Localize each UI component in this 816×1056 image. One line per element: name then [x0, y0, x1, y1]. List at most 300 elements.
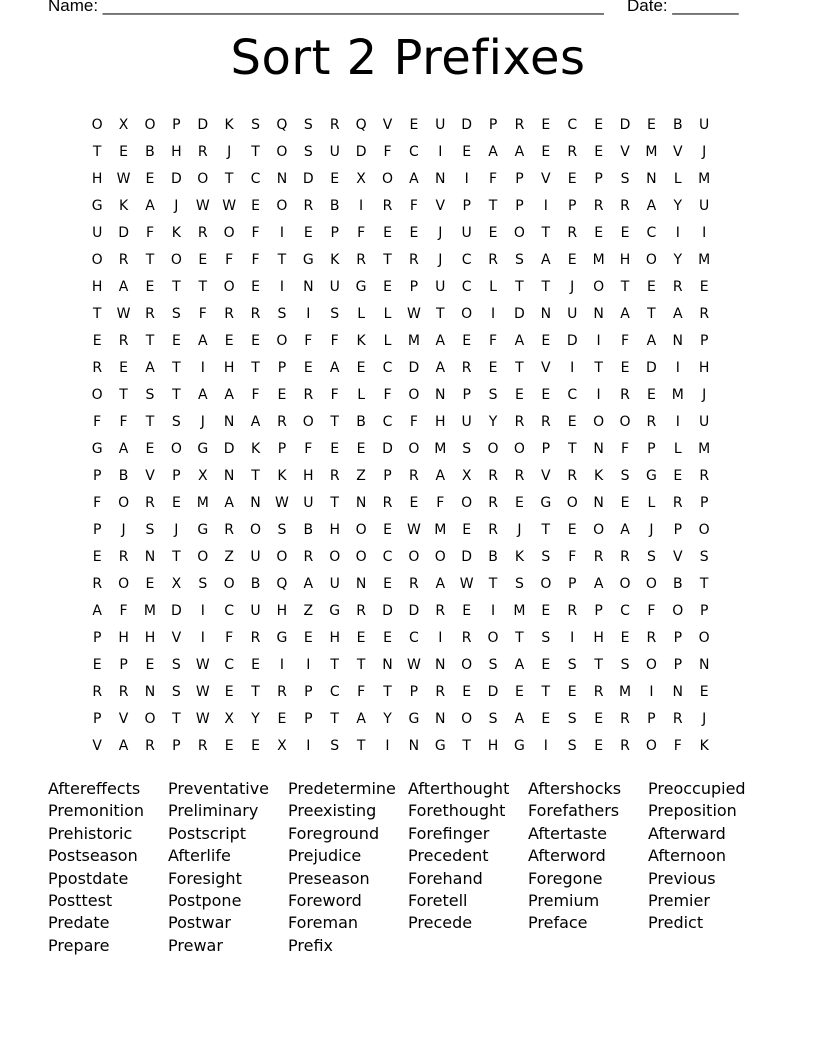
grid-letter[interactable]: B: [329, 198, 340, 214]
grid-letter[interactable]: R: [92, 360, 103, 376]
grid-letter[interactable]: K: [277, 468, 287, 484]
grid-letter[interactable]: U: [435, 117, 446, 133]
grid-letter[interactable]: R: [620, 738, 630, 754]
grid-letter[interactable]: D: [408, 603, 420, 619]
grid-letter[interactable]: S: [488, 657, 498, 673]
grid-letter[interactable]: T: [330, 657, 339, 673]
grid-letter[interactable]: E: [224, 684, 234, 700]
grid-letter[interactable]: T: [383, 252, 392, 268]
grid-letter[interactable]: H: [303, 468, 314, 484]
grid-letter[interactable]: E: [171, 333, 181, 349]
grid-letter[interactable]: D: [646, 360, 657, 376]
grid-letter[interactable]: C: [382, 549, 393, 565]
grid-letter[interactable]: M: [698, 441, 711, 457]
grid-letter[interactable]: A: [197, 387, 208, 403]
grid-letter[interactable]: R: [567, 225, 578, 241]
grid-letter[interactable]: C: [329, 684, 340, 700]
grid-letter[interactable]: I: [438, 630, 443, 646]
grid-letter[interactable]: T: [172, 711, 181, 727]
grid-letter[interactable]: F: [251, 252, 260, 268]
grid-letter[interactable]: V: [92, 738, 102, 754]
grid-letter[interactable]: N: [355, 576, 367, 592]
grid-letter[interactable]: O: [91, 387, 103, 403]
grid-letter[interactable]: E: [594, 711, 604, 727]
grid-letter[interactable]: E: [119, 144, 129, 160]
grid-letter[interactable]: I: [200, 360, 205, 376]
grid-letter[interactable]: F: [119, 414, 128, 430]
grid-letter[interactable]: R: [409, 468, 419, 484]
grid-letter[interactable]: P: [119, 657, 128, 673]
name-field[interactable]: Name: _____________________________________________________: [48, 0, 604, 15]
grid-letter[interactable]: U: [329, 279, 340, 295]
grid-letter[interactable]: E: [541, 387, 551, 403]
grid-letter[interactable]: T: [145, 414, 155, 430]
grid-letter[interactable]: E: [541, 333, 551, 349]
grid-letter[interactable]: S: [251, 117, 260, 133]
grid-letter[interactable]: R: [224, 306, 235, 322]
grid-letter[interactable]: N: [672, 684, 684, 700]
grid-letter[interactable]: P: [594, 603, 603, 619]
grid-letter[interactable]: G: [197, 441, 209, 457]
grid-letter[interactable]: E: [409, 495, 419, 511]
grid-letter[interactable]: R: [382, 198, 393, 214]
grid-letter[interactable]: U: [699, 198, 710, 214]
grid-letter[interactable]: R: [514, 468, 525, 484]
grid-letter[interactable]: N: [223, 468, 235, 484]
grid-letter[interactable]: D: [487, 684, 499, 700]
grid-letter[interactable]: F: [145, 225, 154, 241]
grid-letter[interactable]: F: [620, 333, 630, 349]
grid-letter[interactable]: E: [119, 360, 129, 376]
grid-letter[interactable]: S: [567, 738, 577, 754]
grid-letter[interactable]: X: [224, 711, 234, 727]
grid-letter[interactable]: C: [408, 630, 419, 646]
grid-letter[interactable]: E: [541, 711, 551, 727]
grid-letter[interactable]: E: [145, 657, 155, 673]
grid-letter[interactable]: M: [592, 252, 605, 268]
grid-letter[interactable]: R: [672, 279, 683, 295]
grid-letter[interactable]: F: [357, 225, 366, 241]
grid-letter[interactable]: E: [251, 738, 260, 754]
grid-letter[interactable]: F: [383, 144, 392, 160]
grid-letter[interactable]: J: [174, 198, 179, 214]
grid-letter[interactable]: T: [198, 279, 208, 295]
grid-letter[interactable]: S: [699, 549, 709, 565]
grid-letter[interactable]: O: [144, 117, 156, 133]
grid-letter[interactable]: R: [409, 252, 419, 268]
grid-letter[interactable]: T: [145, 333, 155, 349]
grid-letter[interactable]: A: [646, 198, 657, 214]
grid-letter[interactable]: O: [250, 522, 262, 538]
grid-letter[interactable]: S: [145, 522, 155, 538]
grid-letter[interactable]: N: [672, 333, 684, 349]
grid-letter[interactable]: U: [435, 279, 446, 295]
grid-letter[interactable]: T: [515, 360, 524, 376]
grid-letter[interactable]: O: [276, 549, 288, 565]
grid-letter[interactable]: S: [515, 576, 524, 592]
grid-letter[interactable]: P: [647, 711, 656, 727]
grid-letter[interactable]: O: [144, 711, 156, 727]
grid-letter[interactable]: G: [355, 279, 367, 295]
grid-letter[interactable]: M: [143, 603, 157, 619]
grid-letter[interactable]: V: [673, 549, 683, 565]
grid-letter[interactable]: O: [619, 576, 631, 592]
grid-letter[interactable]: H: [91, 171, 103, 187]
grid-letter[interactable]: E: [515, 387, 524, 403]
grid-letter[interactable]: Q: [276, 117, 288, 133]
grid-letter[interactable]: R: [488, 468, 498, 484]
grid-letter[interactable]: P: [92, 711, 102, 727]
grid-letter[interactable]: T: [356, 657, 366, 673]
grid-letter[interactable]: R: [197, 738, 208, 754]
grid-letter[interactable]: I: [649, 684, 654, 700]
grid-letter[interactable]: O: [408, 549, 420, 565]
grid-letter[interactable]: I: [200, 603, 205, 619]
grid-letter[interactable]: S: [567, 657, 577, 673]
grid-letter[interactable]: O: [223, 279, 235, 295]
grid-letter[interactable]: Z: [356, 468, 366, 484]
grid-letter[interactable]: M: [645, 144, 658, 160]
grid-letter[interactable]: S: [488, 387, 498, 403]
grid-letter[interactable]: R: [646, 630, 657, 646]
grid-letter[interactable]: P: [462, 387, 471, 403]
grid-letter[interactable]: T: [277, 252, 287, 268]
grid-letter[interactable]: S: [567, 711, 577, 727]
grid-letter[interactable]: M: [698, 252, 711, 268]
grid-letter[interactable]: E: [383, 225, 392, 241]
grid-letter[interactable]: Y: [673, 198, 683, 214]
grid-letter[interactable]: S: [171, 684, 181, 700]
grid-letter[interactable]: I: [675, 414, 680, 430]
grid-letter[interactable]: N: [408, 738, 420, 754]
grid-letter[interactable]: B: [250, 576, 261, 592]
grid-letter[interactable]: O: [276, 198, 288, 214]
grid-letter[interactable]: R: [567, 144, 578, 160]
grid-letter[interactable]: B: [488, 549, 498, 565]
grid-letter[interactable]: W: [195, 657, 210, 673]
grid-letter[interactable]: H: [329, 630, 340, 646]
grid-letter[interactable]: H: [91, 279, 103, 295]
grid-letter[interactable]: S: [330, 306, 340, 322]
grid-letter[interactable]: G: [197, 522, 209, 538]
grid-letter[interactable]: R: [145, 306, 155, 322]
grid-letter[interactable]: R: [118, 333, 129, 349]
grid-letter[interactable]: U: [699, 414, 710, 430]
grid-letter[interactable]: O: [566, 495, 578, 511]
grid-letter[interactable]: O: [461, 657, 473, 673]
grid-letter[interactable]: O: [170, 441, 182, 457]
grid-letter[interactable]: T: [172, 549, 181, 565]
grid-letter[interactable]: T: [172, 279, 181, 295]
grid-letter[interactable]: M: [196, 495, 209, 511]
grid-letter[interactable]: G: [91, 441, 103, 457]
grid-letter[interactable]: E: [303, 360, 313, 376]
grid-letter[interactable]: D: [170, 171, 182, 187]
grid-letter[interactable]: E: [673, 468, 683, 484]
grid-letter[interactable]: T: [119, 387, 128, 403]
grid-letter[interactable]: S: [277, 522, 287, 538]
grid-letter[interactable]: C: [461, 279, 472, 295]
grid-letter[interactable]: P: [92, 630, 102, 646]
grid-letter[interactable]: R: [593, 549, 604, 565]
grid-letter[interactable]: F: [198, 306, 207, 322]
grid-letter[interactable]: P: [541, 441, 551, 457]
grid-letter[interactable]: S: [462, 441, 472, 457]
grid-letter[interactable]: O: [645, 576, 657, 592]
grid-letter[interactable]: N: [223, 414, 235, 430]
grid-letter[interactable]: R: [118, 549, 129, 565]
grid-letter[interactable]: F: [409, 198, 418, 214]
grid-letter[interactable]: E: [699, 279, 709, 295]
grid-letter[interactable]: E: [567, 522, 577, 538]
grid-letter[interactable]: M: [513, 603, 526, 619]
grid-letter[interactable]: G: [91, 198, 103, 214]
grid-letter[interactable]: E: [409, 225, 419, 241]
grid-letter[interactable]: K: [171, 225, 181, 241]
grid-letter[interactable]: G: [329, 603, 341, 619]
grid-letter[interactable]: C: [224, 657, 235, 673]
grid-letter[interactable]: A: [118, 738, 129, 754]
grid-letter[interactable]: F: [436, 495, 445, 511]
grid-letter[interactable]: A: [620, 522, 630, 538]
grid-letter[interactable]: H: [171, 144, 182, 160]
grid-letter[interactable]: I: [675, 360, 680, 376]
grid-letter[interactable]: E: [515, 495, 524, 511]
grid-letter[interactable]: R: [197, 144, 208, 160]
grid-letter[interactable]: I: [200, 630, 205, 646]
grid-letter[interactable]: O: [408, 387, 420, 403]
grid-letter[interactable]: T: [435, 306, 445, 322]
grid-letter[interactable]: P: [673, 522, 683, 538]
grid-letter[interactable]: D: [118, 225, 129, 241]
grid-letter[interactable]: T: [172, 387, 181, 403]
grid-letter[interactable]: F: [119, 603, 128, 619]
grid-letter[interactable]: C: [461, 252, 472, 268]
grid-letter[interactable]: E: [462, 684, 472, 700]
grid-letter[interactable]: J: [438, 225, 443, 241]
grid-letter[interactable]: O: [223, 225, 235, 241]
grid-letter[interactable]: J: [121, 522, 126, 538]
grid-letter[interactable]: Z: [303, 603, 314, 619]
grid-letter[interactable]: F: [225, 252, 234, 268]
grid-letter[interactable]: E: [92, 657, 102, 673]
grid-letter[interactable]: M: [407, 333, 420, 349]
grid-letter[interactable]: E: [145, 441, 155, 457]
grid-letter[interactable]: U: [250, 603, 261, 619]
grid-letter[interactable]: E: [620, 360, 630, 376]
grid-letter[interactable]: O: [381, 171, 393, 187]
grid-letter[interactable]: Y: [383, 711, 392, 727]
grid-letter[interactable]: Q: [355, 117, 367, 133]
grid-letter[interactable]: N: [593, 495, 604, 511]
grid-letter[interactable]: O: [329, 549, 341, 565]
grid-letter[interactable]: R: [356, 252, 366, 268]
grid-letter[interactable]: L: [673, 171, 682, 187]
grid-letter[interactable]: A: [620, 306, 630, 322]
grid-letter[interactable]: D: [619, 117, 631, 133]
grid-letter[interactable]: P: [277, 441, 287, 457]
grid-letter[interactable]: P: [304, 711, 313, 727]
grid-letter[interactable]: T: [224, 171, 234, 187]
grid-letter[interactable]: E: [567, 684, 577, 700]
grid-letter[interactable]: I: [385, 738, 390, 754]
grid-letter[interactable]: E: [594, 738, 604, 754]
grid-letter[interactable]: O: [698, 522, 710, 538]
grid-letter[interactable]: D: [566, 333, 578, 349]
grid-letter[interactable]: W: [195, 198, 210, 214]
grid-letter[interactable]: J: [174, 522, 179, 538]
grid-letter[interactable]: D: [382, 441, 393, 457]
grid-letter[interactable]: N: [382, 657, 393, 673]
grid-letter[interactable]: R: [382, 495, 393, 511]
grid-letter[interactable]: P: [304, 684, 313, 700]
grid-letter[interactable]: R: [92, 576, 103, 592]
grid-letter[interactable]: H: [223, 360, 235, 376]
grid-letter[interactable]: I: [464, 171, 469, 187]
grid-letter[interactable]: F: [647, 603, 656, 619]
grid-letter[interactable]: R: [488, 252, 498, 268]
grid-letter[interactable]: E: [171, 495, 181, 511]
grid-letter[interactable]: N: [355, 495, 367, 511]
grid-letter[interactable]: T: [172, 360, 181, 376]
grid-letter[interactable]: E: [541, 603, 551, 619]
grid-letter[interactable]: E: [251, 279, 260, 295]
grid-letter[interactable]: S: [541, 630, 551, 646]
grid-letter[interactable]: W: [222, 198, 237, 214]
grid-letter[interactable]: T: [488, 576, 498, 592]
grid-letter[interactable]: O: [461, 495, 473, 511]
grid-letter[interactable]: T: [699, 576, 709, 592]
grid-letter[interactable]: S: [145, 387, 155, 403]
grid-letter[interactable]: O: [197, 549, 209, 565]
grid-letter[interactable]: F: [93, 495, 102, 511]
grid-letter[interactable]: A: [118, 279, 129, 295]
grid-letter[interactable]: T: [92, 306, 102, 322]
grid-letter[interactable]: W: [116, 171, 131, 187]
grid-letter[interactable]: F: [489, 171, 498, 187]
grid-letter[interactable]: T: [251, 360, 260, 376]
grid-letter[interactable]: R: [277, 684, 287, 700]
grid-letter[interactable]: D: [408, 360, 420, 376]
grid-letter[interactable]: O: [487, 441, 499, 457]
grid-letter[interactable]: O: [91, 252, 103, 268]
grid-letter[interactable]: L: [357, 387, 365, 403]
grid-letter[interactable]: V: [541, 171, 551, 187]
grid-letter[interactable]: G: [408, 711, 420, 727]
grid-letter[interactable]: E: [356, 630, 366, 646]
grid-letter[interactable]: F: [251, 225, 260, 241]
grid-letter[interactable]: B: [356, 414, 366, 430]
grid-letter[interactable]: E: [462, 144, 472, 160]
grid-letter[interactable]: I: [675, 225, 680, 241]
grid-letter[interactable]: D: [382, 603, 393, 619]
grid-letter[interactable]: A: [646, 333, 657, 349]
grid-letter[interactable]: W: [116, 306, 131, 322]
grid-letter[interactable]: B: [145, 144, 155, 160]
grid-letter[interactable]: E: [567, 171, 577, 187]
grid-letter[interactable]: P: [647, 441, 656, 457]
grid-letter[interactable]: O: [645, 252, 657, 268]
grid-letter[interactable]: O: [434, 549, 446, 565]
grid-letter[interactable]: P: [383, 468, 392, 484]
grid-letter[interactable]: T: [330, 711, 339, 727]
grid-letter[interactable]: A: [435, 360, 446, 376]
grid-letter[interactable]: M: [618, 684, 632, 700]
grid-letter[interactable]: E: [277, 711, 287, 727]
grid-letter[interactable]: S: [488, 711, 498, 727]
grid-letter[interactable]: P: [488, 117, 498, 133]
grid-letter[interactable]: O: [355, 549, 367, 565]
grid-letter[interactable]: V: [118, 711, 129, 727]
grid-letter[interactable]: R: [672, 711, 683, 727]
grid-letter[interactable]: T: [515, 630, 524, 646]
grid-letter[interactable]: A: [145, 198, 155, 214]
grid-letter[interactable]: W: [195, 711, 210, 727]
grid-letter[interactable]: R: [620, 198, 630, 214]
grid-letter[interactable]: E: [594, 144, 604, 160]
grid-letter[interactable]: O: [276, 333, 288, 349]
grid-letter[interactable]: V: [673, 144, 683, 160]
grid-letter[interactable]: M: [434, 522, 447, 538]
grid-letter[interactable]: R: [435, 684, 446, 700]
grid-letter[interactable]: S: [620, 657, 630, 673]
grid-letter[interactable]: F: [409, 414, 418, 430]
grid-letter[interactable]: E: [488, 225, 498, 241]
grid-letter[interactable]: H: [698, 360, 710, 376]
grid-letter[interactable]: E: [646, 117, 656, 133]
grid-letter[interactable]: S: [171, 414, 181, 430]
grid-letter[interactable]: L: [383, 333, 392, 349]
grid-letter[interactable]: B: [303, 522, 314, 538]
grid-letter[interactable]: G: [540, 495, 552, 511]
grid-letter[interactable]: L: [647, 495, 656, 511]
grid-letter[interactable]: I: [279, 657, 284, 673]
grid-letter[interactable]: J: [702, 144, 707, 160]
grid-letter[interactable]: R: [250, 630, 261, 646]
grid-letter[interactable]: D: [461, 117, 473, 133]
grid-letter[interactable]: E: [462, 603, 472, 619]
grid-letter[interactable]: A: [435, 468, 446, 484]
grid-letter[interactable]: E: [303, 630, 313, 646]
grid-letter[interactable]: E: [145, 576, 155, 592]
grid-letter[interactable]: P: [277, 360, 287, 376]
grid-letter[interactable]: I: [490, 306, 496, 322]
grid-letter[interactable]: A: [303, 576, 314, 592]
grid-letter[interactable]: R: [277, 414, 287, 430]
grid-letter[interactable]: G: [514, 738, 525, 754]
grid-letter[interactable]: A: [514, 144, 525, 160]
grid-letter[interactable]: E: [145, 171, 155, 187]
grid-letter[interactable]: R: [461, 630, 472, 646]
grid-letter[interactable]: O: [619, 414, 631, 430]
grid-letter[interactable]: J: [702, 387, 707, 403]
grid-letter[interactable]: B: [118, 468, 129, 484]
grid-letter[interactable]: K: [356, 333, 366, 349]
grid-letter[interactable]: N: [435, 711, 446, 727]
grid-letter[interactable]: E: [383, 522, 392, 538]
grid-letter[interactable]: J: [227, 144, 232, 160]
grid-letter[interactable]: C: [408, 144, 419, 160]
grid-letter[interactable]: T: [145, 252, 155, 268]
grid-letter[interactable]: F: [304, 333, 313, 349]
grid-letter[interactable]: E: [277, 387, 287, 403]
grid-letter[interactable]: V: [541, 468, 551, 484]
grid-letter[interactable]: R: [145, 738, 155, 754]
grid-letter[interactable]: E: [646, 279, 656, 295]
grid-letter[interactable]: N: [646, 171, 657, 187]
grid-letter[interactable]: R: [303, 387, 314, 403]
grid-letter[interactable]: P: [515, 171, 524, 187]
